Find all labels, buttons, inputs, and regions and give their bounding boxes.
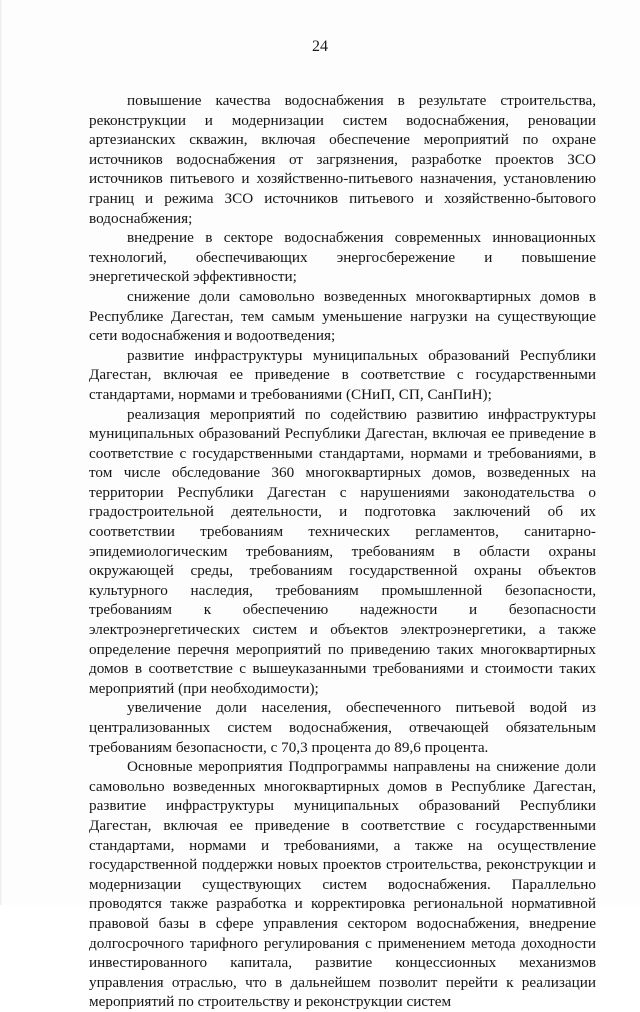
paragraph: Основные мероприятия Подпрограммы направлены на снижение доли самовольно возведенных многоквартирных домов в Республике Дагестан, развитие инфраструктуры муниципальных образований Республики Дагестан, включая ее приведение в соответствие с государственными стандартами, нормами и требованиями, а также на осуществление государственной поддержки новых проектов строительства, реконструкции и модернизации существующих систем водоснабжения. Параллельно проводятся также разработка и корректировка региональной нормативной правовой базы в сфере управления сектором водоснабжения, внедрение долгосрочного тарифного регулирования с применением метода доходности инвестированного капитала, развитие концессионных механизмов управления отраслью, что в дальнейшем позволит перейти к реализации мероприятий по строительству и реконструкции систем: [89, 758, 596, 1011]
paragraph: повышение качества водоснабжения в результате строительства, реконструкции и модернизации систем водоснабжения, реновации артезианских скважин, включая обеспечение мероприятий по охране источников водоснабжения от загрязнения, разработке проектов ЗСО источников питьевого и хозяйственно-питьевого назначения, установлению границ и режима ЗСО источников питьевого и хозяйственно-бытового водоснабжения;: [89, 92, 596, 227]
paragraph: увеличение доли населения, обеспеченного питьевой водой из централизованных систем водоснабжения, отвечающей обязательным требованиям безопасности, с 70,3 процента до 89,6 процента.: [89, 699, 596, 756]
paragraph: реализация мероприятий по содействию развитию инфраструктуры муниципальных образований Республики Дагестан, включая ее приведение в соответствие с государственными стандартами, нормами и требованиями, в том числе обследование 360 многоквартирных домов, возведенных на территории Республики Дагестан с нарушениями законодательства о градостроительной деятельности, и подготовка заключений об их соответствии требованиям технических регламентов, санитарно-эпидемиологическим требованиям, требованиям в области охраны окружающей среды, требованиям государственной охраны объектов культурного наследия, требованиям промышленной безопасности, требованиям к обеспечению надежности и безопасности электроэнергетических систем и объектов электроэнергетики, а также определение перечня мероприятий по приведению таких многоквартирных домов в соответствие с вышеуказанными требованиями и стоимости таких мероприятий (при необходимости);: [89, 405, 596, 697]
scan-edge-left: [0, 0, 2, 905]
document-body: [89, 91, 596, 1012]
page-number: 24: [312, 38, 328, 55]
paragraph: развитие инфраструктуры муниципальных образований Республики Дагестан, включая ее приведение в соответствие с государственными стандартами, нормами и требованиями (СНиП, СП, СанПиН);: [89, 346, 596, 403]
paragraph: внедрение в секторе водоснабжения современных инновационных технологий, обеспечивающих энергосбережение и повышение энергетической эффективности;: [89, 229, 596, 286]
paragraph: снижение доли самовольно возведенных многоквартирных домов в Республике Дагестан, тем самым уменьшение нагрузки на существующие сети водоснабжения и водоотведения;: [89, 287, 596, 345]
